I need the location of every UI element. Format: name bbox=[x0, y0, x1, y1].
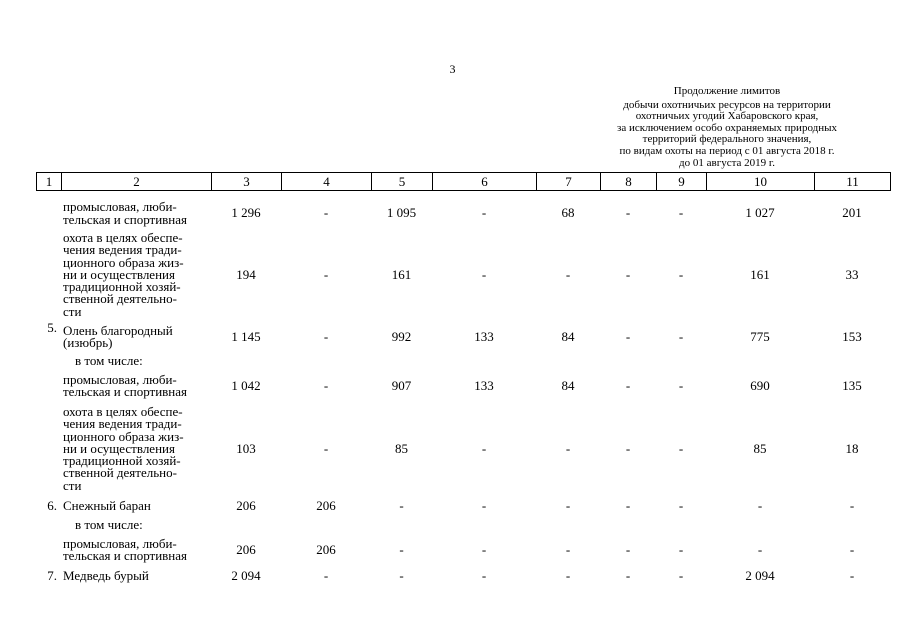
row-label-line: в том числе: bbox=[75, 516, 143, 532]
cell-col-9 bbox=[656, 352, 706, 370]
cell-col-9: - bbox=[678, 377, 684, 393]
cell-col-9: - bbox=[678, 266, 684, 282]
cell-col-6: - bbox=[481, 205, 487, 221]
cell-col-10: 161 bbox=[750, 266, 770, 282]
row-label-line: тельская и спортивная bbox=[63, 384, 188, 399]
cell-col-6: - bbox=[481, 567, 487, 583]
row-label bbox=[61, 228, 211, 322]
cell-col-4 bbox=[281, 352, 371, 370]
cell-col-5: 907 bbox=[391, 377, 412, 393]
cell-col-8: - bbox=[625, 497, 631, 513]
row-label-line: тельская и спортивная bbox=[63, 211, 188, 227]
cell-col-8: - bbox=[625, 440, 631, 456]
table-row bbox=[36, 402, 890, 496]
cell-col-5: - bbox=[399, 497, 404, 513]
cell-col-11: - bbox=[849, 567, 855, 583]
cell-col-10 bbox=[706, 352, 814, 370]
cell-col-5 bbox=[371, 516, 432, 534]
row-label-line: ционного образа жиз- bbox=[63, 428, 184, 444]
cell-col-9: - bbox=[678, 205, 684, 221]
cell-col-7: 68 bbox=[561, 205, 575, 221]
row-label-line: чения ведения тради- bbox=[63, 242, 182, 258]
cell-col-3: 1 296 bbox=[231, 205, 261, 221]
column-header: 4 bbox=[282, 173, 372, 191]
column-header: 3 bbox=[212, 173, 282, 191]
cell-col-10: 690 bbox=[750, 377, 770, 393]
cell-col-7: - bbox=[565, 266, 571, 282]
cell-col-3 bbox=[211, 352, 281, 370]
row-label-line: в том числе: bbox=[75, 352, 143, 368]
cell-col-8: - bbox=[625, 328, 631, 344]
cell-col-4: - bbox=[323, 328, 329, 344]
row-label bbox=[61, 534, 211, 566]
column-header: 7 bbox=[537, 173, 601, 191]
cell-col-7 bbox=[536, 352, 600, 370]
cell-col-8 bbox=[600, 516, 656, 534]
row-label-line: промысловая, люби- bbox=[63, 199, 177, 215]
cell-col-7 bbox=[536, 516, 600, 534]
row-label bbox=[61, 516, 211, 534]
row-number bbox=[36, 516, 61, 534]
row-label-line: охота в целях обеспе- bbox=[63, 229, 183, 245]
cell-col-11: - bbox=[849, 541, 855, 557]
cell-col-11: 18 bbox=[845, 440, 859, 456]
heading-line: до 01 августа 2019 г. bbox=[679, 156, 775, 169]
row-label-line: промысловая, люби- bbox=[63, 535, 177, 551]
row-label bbox=[61, 370, 211, 402]
column-header: 10 bbox=[707, 173, 815, 191]
cell-col-3 bbox=[211, 516, 281, 534]
column-header: 11 bbox=[815, 173, 891, 191]
row-label-line: Олень благородный bbox=[63, 322, 173, 338]
column-header: 5 bbox=[372, 173, 433, 191]
row-number: 6. bbox=[47, 497, 57, 513]
row-label bbox=[61, 199, 211, 228]
cell-col-10: 775 bbox=[750, 328, 770, 344]
cell-col-10: - bbox=[757, 541, 763, 557]
column-header: 6 bbox=[433, 173, 537, 191]
row-label bbox=[61, 566, 211, 586]
page-number: 3 bbox=[449, 62, 456, 76]
row-label-line: традиционной хозяй- bbox=[63, 279, 181, 295]
row-label-line: охота в целях обеспе- bbox=[63, 403, 183, 419]
limits-table bbox=[36, 199, 890, 586]
cell-col-9: - bbox=[678, 567, 684, 583]
heading-line: Продолжение лимитов bbox=[673, 85, 781, 97]
cell-col-8: - bbox=[625, 567, 631, 583]
row-label-line: традиционной хозяй- bbox=[63, 453, 181, 469]
cell-col-5: 1 095 bbox=[386, 205, 417, 221]
heading-line: охотничьих угодий Хабаровского края, bbox=[635, 110, 819, 123]
column-number-row bbox=[36, 172, 891, 191]
cell-col-6 bbox=[432, 516, 536, 534]
cell-col-8: - bbox=[625, 541, 631, 557]
cell-col-5: 992 bbox=[391, 328, 412, 344]
row-label-line: ственной деятельно- bbox=[63, 291, 177, 307]
row-label bbox=[61, 352, 211, 370]
cell-col-6 bbox=[432, 352, 536, 370]
table-row bbox=[36, 566, 890, 586]
cell-col-7: - bbox=[565, 567, 571, 583]
column-header: 2 bbox=[62, 173, 212, 191]
cell-col-4: - bbox=[323, 440, 329, 456]
table-row bbox=[36, 322, 890, 352]
row-label-line: промысловая, люби- bbox=[63, 371, 177, 387]
row-label-line: тельская и спортивная bbox=[63, 548, 188, 563]
cell-col-3: 2 094 bbox=[231, 567, 261, 583]
row-number bbox=[36, 228, 61, 322]
cell-col-10: - bbox=[757, 497, 763, 513]
cell-col-11 bbox=[814, 516, 890, 534]
cell-col-7: - bbox=[565, 440, 571, 456]
cell-col-10: 1 027 bbox=[745, 205, 775, 221]
cell-col-7: 84 bbox=[561, 328, 575, 344]
cell-col-8 bbox=[600, 352, 656, 370]
cell-col-4: 206 bbox=[316, 497, 336, 513]
cell-col-8: - bbox=[625, 266, 631, 282]
cell-col-11 bbox=[814, 352, 890, 370]
cell-col-8: - bbox=[625, 205, 631, 221]
heading-line: добычи охотничьих ресурсов на территории bbox=[623, 98, 831, 111]
cell-col-6: 133 bbox=[474, 328, 494, 344]
cell-col-11: 201 bbox=[842, 205, 862, 221]
cell-col-6: - bbox=[481, 541, 487, 557]
row-number bbox=[36, 534, 61, 566]
cell-col-3: 103 bbox=[236, 440, 256, 456]
cell-col-5 bbox=[371, 352, 432, 370]
column-header: 8 bbox=[601, 173, 657, 191]
heading-line: территорий федерального значения, bbox=[642, 133, 812, 146]
cell-col-4: - bbox=[323, 205, 329, 221]
table-row bbox=[36, 370, 890, 402]
row-label-line: сти bbox=[63, 477, 82, 493]
cell-col-3: 206 bbox=[236, 541, 256, 557]
column-header: 9 bbox=[657, 173, 707, 191]
cell-col-6: - bbox=[481, 266, 487, 282]
cell-col-11: 153 bbox=[842, 328, 862, 344]
table-row bbox=[36, 352, 890, 370]
heading-line: за исключением особо охраняемых природных bbox=[616, 121, 838, 134]
row-number: 7. bbox=[47, 567, 57, 583]
heading-line: по видам охоты на период с 01 августа 2018 г. bbox=[619, 144, 835, 157]
cell-col-7: 84 bbox=[561, 377, 575, 393]
cell-col-5: 161 bbox=[391, 266, 412, 282]
cell-col-3: 194 bbox=[236, 266, 256, 282]
row-label bbox=[61, 402, 211, 496]
cell-col-7: - bbox=[565, 497, 571, 513]
cell-col-5: - bbox=[399, 541, 404, 557]
table-row bbox=[36, 534, 890, 566]
table-heading bbox=[596, 86, 858, 169]
cell-col-9: - bbox=[678, 541, 684, 557]
cell-col-6: - bbox=[481, 497, 487, 513]
cell-col-4: 206 bbox=[316, 541, 336, 557]
cell-col-10: 85 bbox=[753, 440, 767, 456]
row-label-line: сти bbox=[63, 303, 82, 319]
row-label-line: (изюбрь) bbox=[63, 335, 113, 350]
row-label-line: ни и осуществления bbox=[63, 440, 175, 456]
table-row bbox=[36, 228, 890, 322]
row-number bbox=[36, 402, 61, 496]
cell-col-3: 1 042 bbox=[231, 377, 261, 393]
cell-col-3: 206 bbox=[236, 497, 256, 513]
row-label-line: Медведь бурый bbox=[63, 567, 149, 583]
row-label-line: ционного образа жиз- bbox=[63, 254, 184, 270]
cell-col-4 bbox=[281, 516, 371, 534]
cell-col-11: 135 bbox=[842, 377, 862, 393]
cell-col-6: - bbox=[481, 440, 487, 456]
cell-col-4: - bbox=[323, 567, 329, 583]
cell-col-9: - bbox=[678, 497, 684, 513]
row-number: 5. bbox=[47, 320, 57, 335]
cell-col-6: 133 bbox=[474, 377, 494, 393]
cell-col-4: - bbox=[323, 266, 329, 282]
cell-col-11: - bbox=[849, 497, 855, 513]
cell-col-4: - bbox=[323, 377, 329, 393]
row-label-line: Снежный баран bbox=[63, 497, 151, 513]
table-row bbox=[36, 199, 890, 228]
cell-col-5: - bbox=[399, 567, 404, 583]
row-label bbox=[61, 496, 211, 516]
cell-col-5: 85 bbox=[395, 440, 408, 456]
table-row bbox=[36, 496, 890, 516]
cell-col-9: - bbox=[678, 328, 684, 344]
cell-col-7: - bbox=[565, 541, 571, 557]
cell-col-10: 2 094 bbox=[745, 567, 775, 583]
cell-col-10 bbox=[706, 516, 814, 534]
row-label-line: ственной деятельно- bbox=[63, 465, 177, 481]
row-label-line: ни и осуществления bbox=[63, 266, 175, 282]
cell-col-9: - bbox=[678, 440, 684, 456]
column-header: 1 bbox=[37, 173, 62, 191]
cell-col-8: - bbox=[625, 377, 631, 393]
cell-col-11: 33 bbox=[845, 266, 859, 282]
cell-col-3: 1 145 bbox=[231, 328, 261, 344]
row-label-line: чения ведения тради- bbox=[63, 416, 182, 432]
row-label bbox=[61, 322, 211, 352]
table-row bbox=[36, 516, 890, 534]
row-number bbox=[36, 352, 61, 370]
row-number bbox=[36, 199, 61, 228]
row-number bbox=[36, 370, 61, 402]
cell-col-9 bbox=[656, 516, 706, 534]
